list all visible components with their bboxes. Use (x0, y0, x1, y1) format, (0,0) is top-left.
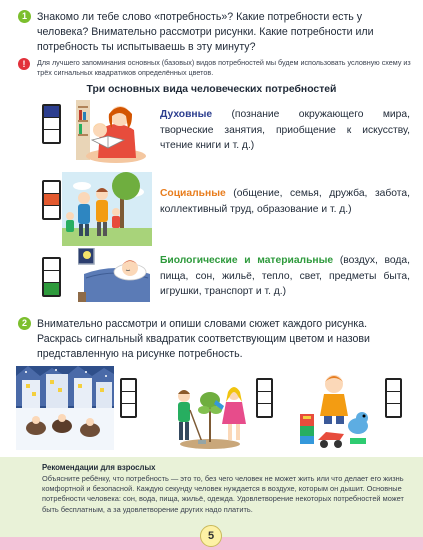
signal-squares-biological (42, 257, 61, 297)
need-social-text: (общение, семья, дружба, забота, коллективный труд, образование и т. д.) (160, 188, 410, 215)
color-cell[interactable] (387, 404, 400, 416)
signal-cell (44, 182, 59, 194)
signal-squares-spiritual (42, 104, 61, 144)
need-spiritual-text: (познание окружающего мира, творческие занятия, приобщение к искусству, чтение книги и т. д.) (160, 109, 410, 151)
info-note-text: Для лучшего запоминания основных (базовых) видов потребностей мы будем использовать условную схему из трёх сигнальных квадратиков определённых цветов. (37, 58, 411, 77)
need-social-label: Социальные (160, 188, 226, 199)
info-note (18, 58, 413, 78)
color-squares-picture-3[interactable] (385, 378, 402, 418)
section-title: Три основных вида человеческих потребностей (86, 84, 337, 95)
task-number-badge: 1 (18, 10, 31, 23)
family-illustration (62, 172, 152, 246)
signal-cell (44, 206, 59, 218)
toys-play-illustration (294, 370, 376, 450)
signal-cell (44, 271, 59, 283)
task-2-text: Внимательно рассмотри и опиши словами сюжет каждого рисунка. Раскрась сигнальный квадратик соответствующим цветом и назови представленную на рисунке потребность. (37, 318, 370, 360)
task-1-text: Знакомо ли тебе слово «потребность»? Какие потребности есть у человека? Внимательно рассмотри рисунки. Какие потребности или потребность ты испытываешь в эту минуту? (37, 11, 374, 53)
color-cell[interactable] (258, 380, 271, 392)
advice-title: Рекомендации для взрослых (42, 463, 156, 472)
signal-cell (44, 130, 59, 142)
winter-town-illustration (16, 366, 114, 450)
color-cell[interactable] (387, 392, 400, 404)
color-squares-picture-1[interactable] (120, 378, 137, 418)
color-cell[interactable] (258, 392, 271, 404)
signal-squares-social (42, 180, 61, 220)
reading-mother-illustration (76, 100, 148, 164)
page-number: 5 (200, 525, 222, 547)
color-cell[interactable] (387, 380, 400, 392)
need-spiritual-label: Духовные (160, 109, 213, 120)
need-biological-label: Биологические и материальные (160, 255, 334, 266)
need-social (160, 186, 410, 217)
exclamation-icon: ! (18, 58, 30, 70)
color-squares-picture-2[interactable] (256, 378, 273, 418)
need-biological-text: (воздух, вода, пища, сон, жильё, тепло, свет, предметы быта, игрушки, транспорт и т. д.) (160, 255, 410, 297)
color-cell[interactable] (258, 404, 271, 416)
task-2 (18, 317, 413, 362)
signal-cell-orange (44, 194, 59, 206)
color-cell[interactable] (122, 404, 135, 416)
signal-cell-green (44, 283, 59, 295)
color-cell[interactable] (122, 392, 135, 404)
signal-cell (44, 259, 59, 271)
signal-cell (44, 118, 59, 130)
tree-planting-illustration (168, 366, 250, 450)
sleeping-boy-illustration (78, 248, 152, 302)
color-cell[interactable] (122, 380, 135, 392)
task-1 (18, 10, 413, 55)
task-number-badge: 2 (18, 317, 31, 330)
advice-text: Объясните ребёнку, что потребность — это то, без чего человек не может жить или что делает его жизнь комфортной и безопасной. Каждую секунду человек нуждается в воздухе, которым он дышит. Основные потребности человека: сон, вода, пища, жильё, одежда. Удовлетворение некоторых потребностей может быть бесплатным, а за удовлетворение других надо платить. (42, 474, 404, 514)
need-spiritual (160, 107, 410, 154)
signal-cell-blue (44, 106, 59, 118)
need-biological (160, 253, 410, 300)
